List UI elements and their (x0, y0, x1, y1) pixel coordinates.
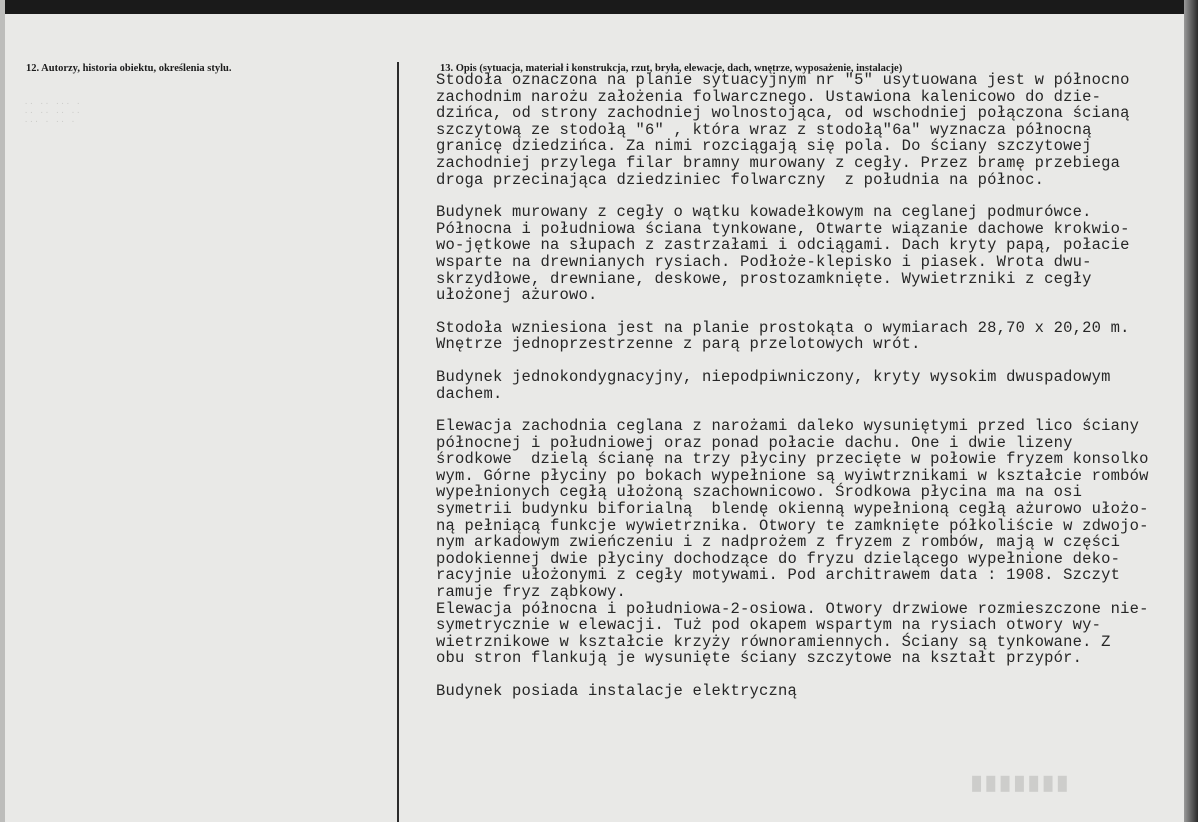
text-line: Północna i południowa ściana tynkowane, Otwarte wiązanie dachowe krokwio- (436, 219, 1130, 238)
text-line: środkowe dzielą ścianę na trzy płyciny przecięte w połowie fryzem konsolko (436, 450, 1149, 469)
column-divider (397, 62, 399, 822)
text-line: szczytową ze stodołą "6" , która wraz z stodołą"6a" wyznacza północną (436, 120, 1092, 139)
text-line: Budynek jednokondygnacyjny, niepodpiwniczony, kryty wysokim dwuspadowym (436, 367, 1111, 386)
paragraph-gap (436, 353, 1186, 369)
text-line: północnej i południowej oraz ponad połacie dachu. One i dwie lizeny (436, 433, 1073, 452)
text-line: podokiennej dwie płyciny dochodzące do fryzu dzielącego wypełnione deko- (436, 549, 1121, 568)
text-line: symetrii budynku biforialną blendę okienną wypełnioną cegłą ażurowo ułożo- (436, 500, 1149, 519)
text-line: zachodniej przylega filar bramny murowany z cegły. Przez bramę przebiega (436, 153, 1121, 172)
text-line: Stodoła wzniesiona jest na planie prostokąta o wymiarach 28,70 x 20,20 m. (436, 318, 1130, 337)
text-line: dzińca, od strony zachodniej wolnostojąca, od wschodniej połączona ścianą (436, 104, 1130, 123)
description-paragraph (436, 418, 1186, 667)
paragraph-gap (436, 188, 1186, 204)
text-line: ną pełniącą funkcje wywietrznika. Otwory te zamknięte półkoliście w zdwojo- (436, 516, 1149, 535)
scan-top-edge (0, 0, 1198, 14)
description-paragraph (436, 320, 1186, 353)
text-line: droga przecinająca dziedziniec folwarczny z południa na północ. (436, 170, 1045, 189)
text-line: Budynek murowany z cegły o wątku kowadełkowym na ceglanej podmurówce. (436, 203, 1092, 222)
text-line: symetrycznie w elewacji. Tuż pod okapem wspartym na rysiach otwory wy- (436, 616, 1102, 635)
faint-bleed-through-marks: ·· ·· ··· · ·· ·· ·· ·· ··· · ·· · (24, 100, 82, 126)
description-paragraph (436, 369, 1186, 402)
text-line: wietrznikowe w kształcie krzyży równoramiennych. Ściany są tynkowane. Z (436, 632, 1111, 651)
text-line: obu stron flankują je wysunięte ściany szczytowe na kształt przypór. (436, 649, 1083, 668)
description-paragraph (436, 683, 1186, 700)
text-line: Budynek posiada instalacje elektryczną (436, 682, 798, 700)
description-paragraph (436, 72, 1186, 188)
text-line: Elewacja zachodnia ceglana z narożami daleko wysuniętymi przed lico ściany (436, 417, 1140, 436)
text-line: granicę dziedzińca. Za nimi rozciągają się pola. Do ściany szczytowej (436, 137, 1092, 156)
paragraph-gap (436, 402, 1186, 418)
text-line: wym. Górne płyciny po bokach wypełnione są wyiwtrznikami w kształcie rombów (436, 466, 1149, 485)
text-line: skrzydłowe, drewniane, deskowe, prostozamknięte. Wywietrzniki z cegły (436, 269, 1092, 288)
scan-left-edge (0, 0, 5, 822)
text-line: wo-jętkowe na słupach z zastrzałami i odciągami. Dach kryty papą, połacie (436, 236, 1130, 255)
text-line: dachem. (436, 384, 503, 403)
scan-right-edge (1184, 0, 1198, 822)
text-line: nym arkadowym zwieńczeniu i z nadprożem z fryzem z rombów, mają w części (436, 533, 1121, 552)
text-line: racyjnie ułożonymi z cegły motywami. Pod architrawem data : 1908. Szczyt (436, 566, 1121, 585)
paragraph-gap (436, 667, 1186, 683)
text-line: wsparte na drewnianych rysiach. Podłoże-klepisko i piasek. Wrota dwu- (436, 252, 1092, 271)
section-12-heading: 12. Autorzy, historia obiektu, określenia stylu. (26, 63, 232, 74)
text-line: Stodoła oznaczona na planie sytuacyjnym nr "5" usytuowana jest w północno (436, 71, 1130, 89)
paragraph-gap (436, 304, 1186, 320)
text-line: wypełnionych cegłą ułożoną szachownicowo. Środkowa płycina ma na osi (436, 483, 1083, 502)
text-line: Elewacja północna i południowa-2-osiowa. Otwory drzwiowe rozmieszczone nie- (436, 599, 1149, 618)
text-line: zachodnim narożu założenia folwarcznego. Ustawiona kalenicowo do dzie- (436, 87, 1102, 106)
text-line: ramuje fryz ząbkowy. (436, 583, 627, 602)
faint-stamp-mark: ▮▮▮▮▮▮▮ (970, 772, 1071, 794)
text-line: ułożonej ażurowo. (436, 286, 598, 305)
description-paragraph (436, 204, 1186, 304)
text-line: Wnętrze jednoprzestrzenne z parą przelotowych wrót. (436, 335, 921, 354)
section-13-body (436, 72, 1186, 700)
section-13-heading: 13. Opis (sytuacja, materiał i konstrukcja, rzut, bryła, elewacje, dach, wnętrze, wyposażenie, instalacje) (440, 63, 903, 74)
